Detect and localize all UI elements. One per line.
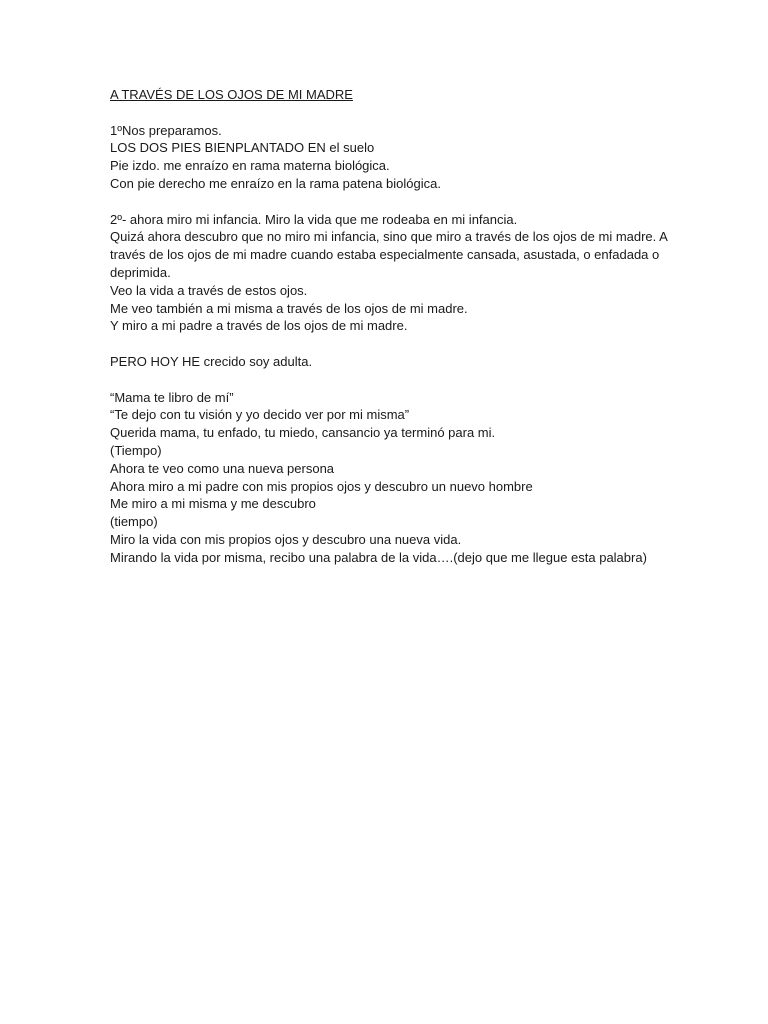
- text-line: PERO HOY HE crecido soy adulta.: [110, 353, 313, 369]
- text-line: Veo la vida a través de estos ojos.: [110, 282, 308, 298]
- text-line: Mirando la vida por misma, recibo una palabra de la vida….(dejo que me llegue esta palabra): [110, 549, 647, 565]
- text-line: (tiempo): [110, 514, 158, 530]
- text-line: Pie izdo. me enraízo en rama materna biológica.: [110, 158, 390, 174]
- text-line: Ahora miro a mi padre con mis propios ojos y descubro un nuevo hombre: [110, 478, 533, 494]
- text-line: “Te dejo con tu visión y yo decido ver por mi misma”: [110, 407, 410, 423]
- text-line: Me veo también a mi misma a través de los ojos de mi madre.: [110, 300, 468, 316]
- document-body: [110, 86, 670, 567]
- document-title: A TRAVÉS DE LOS OJOS DE MI MADRE: [110, 87, 353, 102]
- text-line: Querida mama, tu enfado, tu miedo, cansancio ya terminó para mi.: [110, 425, 496, 441]
- text-line: Y miro a mi padre a través de los ojos de mi madre.: [110, 318, 408, 334]
- text-line: Me miro a mi misma y me descubro: [110, 496, 316, 512]
- text-line: Con pie derecho me enraízo en la rama patena biológica.: [110, 175, 441, 191]
- text-line: 2º- ahora miro mi infancia. Miro la vida que me rodeaba en mi infancia.: [110, 211, 518, 227]
- text-line: Miro la vida con mis propios ojos y descubro una nueva vida.: [110, 531, 462, 547]
- text-line: 1ºNos preparamos.: [110, 122, 222, 138]
- text-line: (Tiempo): [110, 442, 162, 458]
- text-line: “Mama te libro de mí”: [110, 389, 234, 405]
- paragraph-adult: [110, 353, 670, 371]
- paragraph-preparation: [110, 122, 670, 193]
- text-line: Quizá ahora descubro que no miro mi infancia, sino que miro a través de los ojos de mi madre. A través de los ojos de mi madre cuando estaba especialmente cansada, asustada, o enfadada o deprimida.: [110, 229, 668, 280]
- paragraph-childhood: [110, 211, 670, 336]
- text-line: Ahora te veo como una nueva persona: [110, 460, 335, 476]
- paragraph-release: [110, 389, 670, 567]
- text-line: LOS DOS PIES BIENPLANTADO EN el suelo: [110, 140, 375, 156]
